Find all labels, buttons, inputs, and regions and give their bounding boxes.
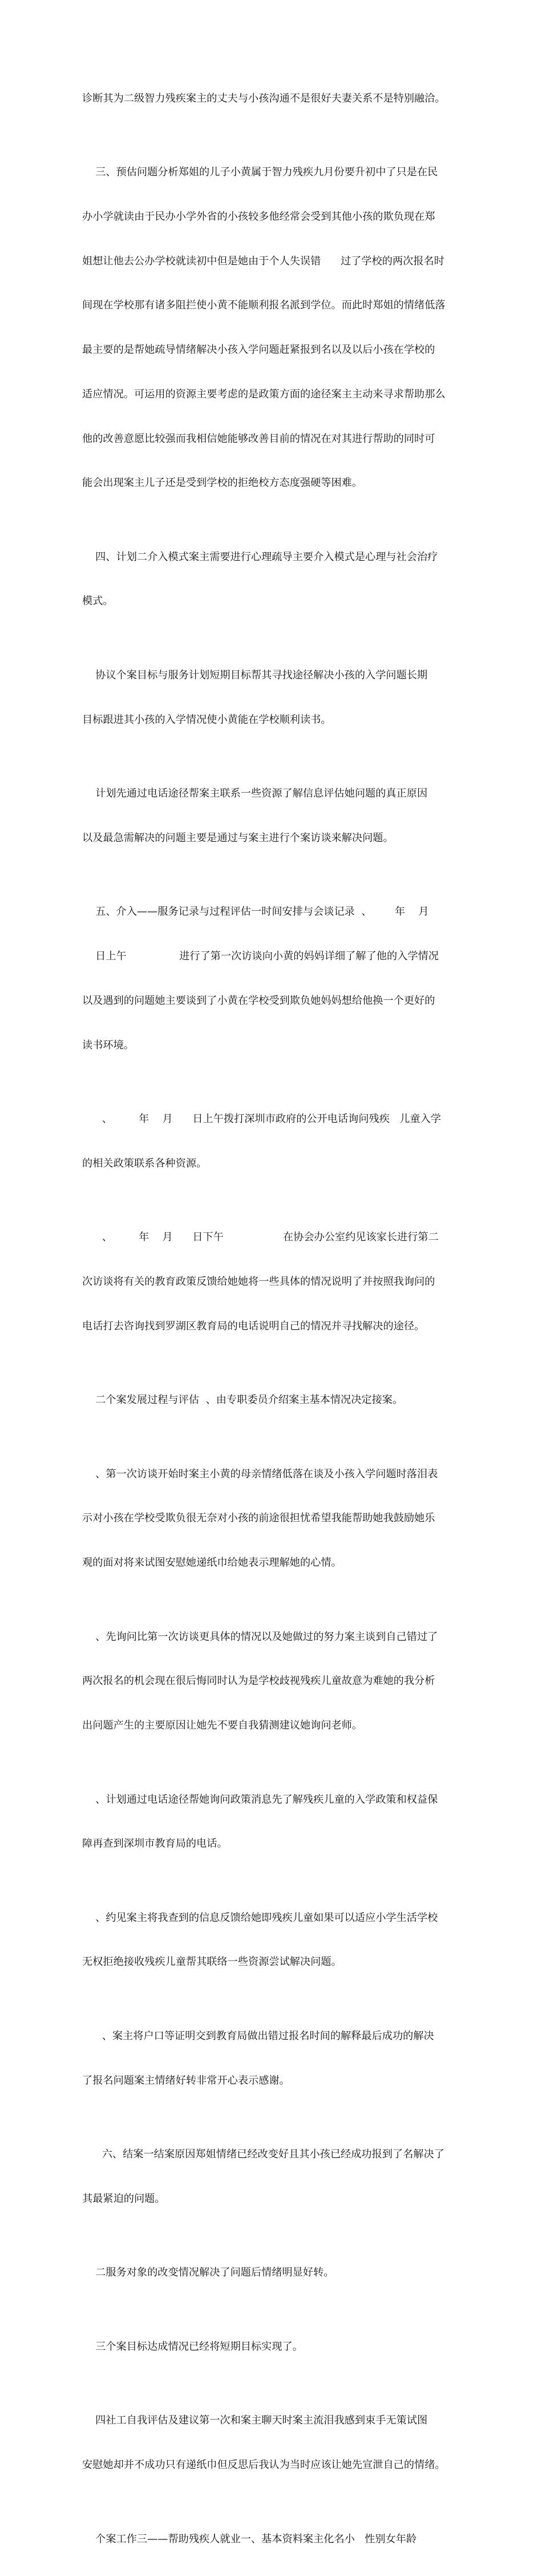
- text-line: 二服务对象的改变情况解决了问题后情绪明显好转。: [82, 2266, 334, 2279]
- text-line: 、案主将户口等证明交到教育局做出错过报名时间的解释最后成功的解决: [82, 2030, 434, 2042]
- text-line: 电话打去咨询找到罗湖区教育局的电话说明自己的情况并寻找解决的途径。: [82, 1320, 425, 1332]
- paragraph-phone-call: [82, 1082, 464, 1200]
- paragraph-case-closing: [82, 2117, 464, 2236]
- paragraph-client-change: [82, 2236, 464, 2310]
- text-line: 安慰她却并不成功只有递纸巾但反思后我认为当时应该让她先宣泄自己的情绪。: [82, 2459, 446, 2471]
- paragraph-agreement: [82, 638, 464, 757]
- paragraph-goal-achievement: [82, 2310, 464, 2384]
- text-line: 四社工自我评估及建议第一次和案主聊天时案主流泪我感到束手无策试图: [82, 2414, 428, 2427]
- text-line: 、第一次访谈开始时案主小黄的母亲情绪低落在谈及小孩入学问题时落泪表: [82, 1468, 438, 1480]
- text-line: 、 年 月 日下午 在协会办公室约见该家长进行第二: [82, 1231, 439, 1244]
- document-page: [82, 62, 464, 2576]
- paragraph-policy-inquiry: [82, 1763, 464, 1881]
- text-line: 目标跟进其小孩的入学情况使小黄能在学校顺利读书。: [82, 713, 331, 726]
- text-line: 间现在学校那有诸多阻拦使小黄不能顺利报名派到学位。而此时郑姐的情绪低落: [82, 299, 446, 312]
- text-line: 三个案目标达成情况已经将短期目标实现了。: [82, 2340, 303, 2353]
- paragraph-second-interview: [82, 1200, 464, 1363]
- text-line: 、约见案主将我查到的信息反馈给她即残疾儿童如果可以适应小学生活学校: [82, 1911, 438, 1924]
- paragraph-inquiry: [82, 1600, 464, 1763]
- paragraph-intervention: [82, 875, 464, 1083]
- text-line: 两次报名的机会现在很后悔同时认为是学校歧视残疾儿童故意为难她的我分析: [82, 1675, 435, 1687]
- text-line: 、计划通过电话途径帮她询问政策消息先了解残疾儿童的入学政策和权益保: [82, 1793, 438, 1806]
- text-line: 协议个案目标与服务计划短期目标帮其寻找途径解决小孩的入学问题长期: [82, 669, 428, 681]
- paragraph-diagnosis: [82, 62, 464, 136]
- paragraph-case-three: [82, 2502, 464, 2576]
- text-line: 、先询问比第一次访谈更具体的情况以及她做过的努力案主谈到自己错过了: [82, 1630, 438, 1643]
- paragraph-registration: [82, 1999, 464, 2117]
- text-line: 读书环境。: [82, 1039, 134, 1051]
- text-line: 办小学就读由于民办小学外省的小孩较多他经常会受到其他小孩的欺负现在郑: [82, 211, 435, 223]
- text-line: 日上午 进行了第一次访谈向小黄的妈妈详细了解了他的入学情况: [82, 950, 439, 963]
- text-line: 能会出现案主儿子还是受到学校的拒绝校方态度强硬等困难。: [82, 477, 363, 489]
- text-line: 无权拒绝接收残疾儿童帮其联络一些资源尝试解决问题。: [82, 1956, 342, 1968]
- text-line: 计划先通过电话途径帮案主联系一些资源了解信息评估她问题的真正原因: [82, 787, 428, 800]
- text-line: 、 年 月 日上午拨打深圳市政府的公开电话询问残疾 儿童入学: [82, 1113, 441, 1126]
- paragraph-problem-assessment: [82, 136, 464, 520]
- text-line: 出问题产生的主要原因让她先不要自我猜测建议她询问老师。: [82, 1719, 363, 1732]
- text-line: 适应情况。可运用的资源主要考虑的是政策方面的途径案主主动来寻求帮助那么: [82, 388, 446, 400]
- text-line: 五、介入——服务记录与过程评估一时间安排与会谈记录 、 年 月: [82, 906, 429, 918]
- text-line: 的相关政策联系各种资源。: [82, 1157, 207, 1170]
- text-line: 障再查到深圳市教育局的电话。: [82, 1838, 228, 1850]
- text-line: 六、结案一结案原因郑姐情绪已经改变好且其小孩已经成功报到了名解决了: [82, 2148, 444, 2161]
- text-line: 了报名问题案主情绪好转非常开心表示感谢。: [82, 2074, 290, 2087]
- text-line: 他的改善意愿比较强而我相信她能够改善目前的情况在对其进行帮助的同时可: [82, 432, 435, 445]
- paragraph-self-evaluation: [82, 2384, 464, 2502]
- paragraph-feedback: [82, 1881, 464, 1999]
- text-line: 四、计划二介入模式案主需要进行心理疏导主要介入模式是心理与社会治疗: [82, 550, 438, 563]
- paragraph-plan-steps: [82, 757, 464, 875]
- text-line: 以及遇到的问题她主要谈到了小黄在学校受到欺负她妈妈想给他换一个更好的: [82, 994, 435, 1007]
- text-line: 示对小孩在学校受欺负很无奈对小孩的前途很担忧希望我能帮助她我鼓励她乐: [82, 1512, 435, 1525]
- text-line: 其最紧迫的问题。: [82, 2192, 165, 2205]
- text-line: 姐想让他去公办学校就读初中但是她由于个人失误错 过了学校的两次报名时: [82, 255, 444, 267]
- text-line: 三、预估问题分析郑姐的儿子小黄属于智力残疾九月份要升初中了只是在民: [82, 166, 438, 179]
- text-line: 次访谈将有关的教育政策反馈给她她将一些具体的情况说明了并按照我询问的: [82, 1275, 435, 1288]
- text-line: 个案工作三——帮助残疾人就业一、基本资料案主化名小 性别女年龄: [82, 2533, 417, 2545]
- text-line: 观的面对将来试图安慰她递纸巾给她表示理解她的心情。: [82, 1557, 342, 1569]
- paragraph-first-interview: [82, 1437, 464, 1600]
- text-line: 以及最急需解决的问题主要是通过与案主进行个案访谈来解决问题。: [82, 831, 394, 844]
- text-line: 最主要的是帮她疏导情绪解决小孩入学问题赶紧报到名以及以后小孩在学校的: [82, 344, 435, 356]
- text-line: 二个案发展过程与评估 、由专职委员介绍案主基本情况决定接案。: [82, 1394, 403, 1406]
- text-line: 诊断其为二级智力残疾案主的丈夫与小孩沟通不是很好夫妻关系不是特别融洽。: [82, 92, 446, 105]
- text-line: 模式。: [82, 595, 114, 608]
- paragraph-plan: [82, 520, 464, 638]
- paragraph-case-development: [82, 1363, 464, 1437]
